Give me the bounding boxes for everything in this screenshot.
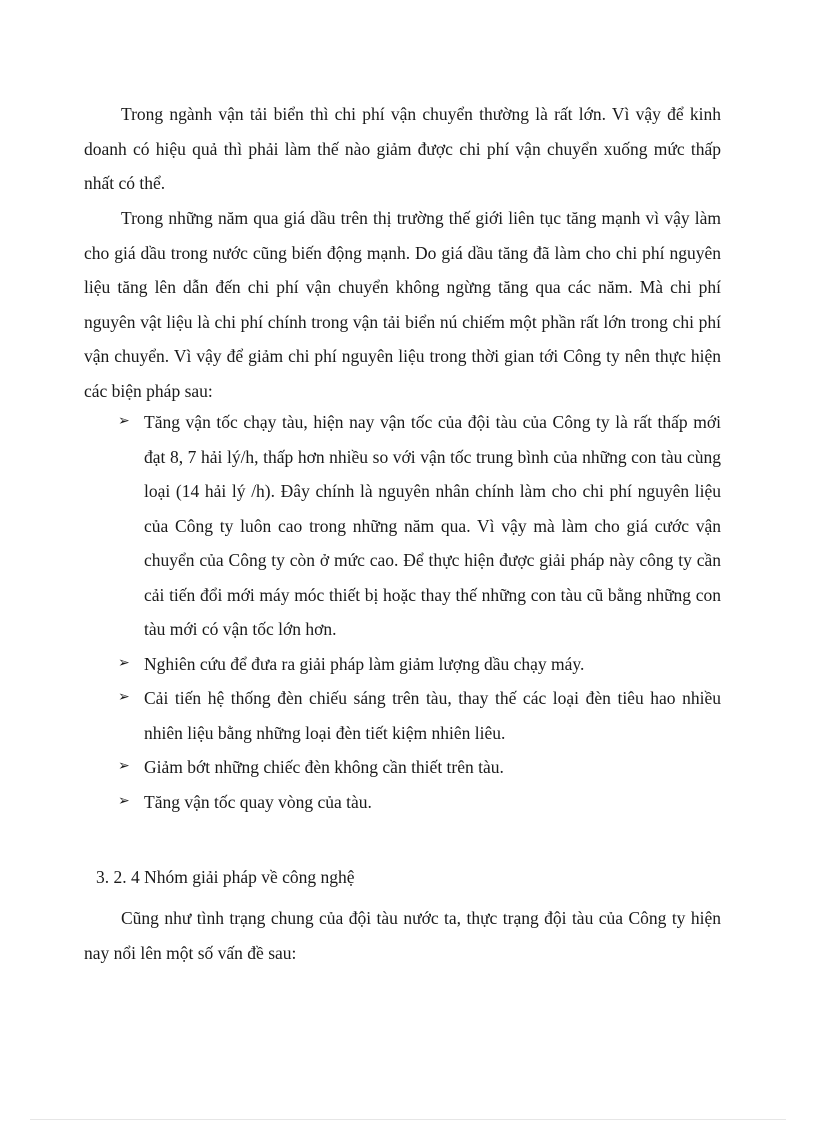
list-item [118, 681, 721, 750]
list-item-text: Nghiên cứu để đưa ra giải pháp làm giảm lượng dầu chạy máy. [144, 653, 585, 674]
paragraph-transport-cost: Trong ngành vận tải biển thì chi phí vận chuyển thường là rất lớn. Vì vậy để kinh doanh có hiệu quả thì phải làm thế nào giảm được chi phí vận chuyển xuống mức thấp nhất có thể. [84, 104, 721, 193]
arrow-bullet-icon: ➢ [118, 793, 130, 809]
list-item [118, 405, 721, 647]
arrow-bullet-icon: ➢ [118, 655, 130, 671]
list-item-text: Tăng vận tốc quay vòng của tàu. [144, 791, 372, 812]
arrow-bullet-icon: ➢ [118, 414, 130, 429]
arrow-bullet-icon: ➢ [118, 690, 130, 705]
paragraph-oil-price: Trong những năm qua giá dầu trên thị trường thế giới liên tục tăng mạnh vì vậy làm cho giá dầu trong nước cũng biến động mạnh. Do giá dầu tăng đã làm cho chi phí nguyên liệu tăng lên dẫn đến chi phí vận chuyển không ngừng tăng qua các năm. Mà chi phí nguyên vật liệu là chi phí chính trong vận tải biển nú chiếm một phần rất lớn trong chi phí vận chuyển. Vì vậy để giảm chi phí nguyên liệu trong thời gian tới Công ty nên thực hiện các biện pháp sau: [84, 208, 721, 401]
measures-list [118, 405, 721, 819]
list-item-text: Giảm bớt những chiếc đèn không cần thiết trên tàu. [144, 757, 504, 777]
page-bottom-divider [30, 1119, 786, 1120]
list-item [118, 647, 721, 682]
arrow-bullet-icon: ➢ [118, 759, 130, 774]
section-heading: 3. 2. 4 Nhóm giải pháp về công nghệ [96, 867, 355, 887]
paragraph-fleet-status: Cũng như tình trạng chung của đội tàu nước ta, thực trạng đội tàu của Công ty hiện nay nổi lên một số vấn đề sau: [84, 908, 721, 963]
list-item-text: Cải tiến hệ thống đèn chiếu sáng trên tàu, thay thế các loại đèn tiêu hao nhiều nhiên liệu bằng những loại đèn tiết kiệm nhiên liêu. [144, 688, 721, 743]
list-item-text: Tăng vận tốc chạy tàu, hiện nay vận tốc của đội tàu của Công ty là rất thấp mới đạt 8, 7 hải lý/h, thấp hơn nhiều so với vận tốc trung bình của những con tàu cùng loại (14 hải lý /h). Đây chính là nguyên nhân chính làm cho chi phí nguyên liệu của Công ty luôn cao trong những năm qua. Vì vậy mà làm cho giá cước vận chuyển của Công ty còn ở mức cao. Để thực hiện được giải pháp này công ty cần cải tiến đổi mới máy móc thiết bị hoặc thay thế những con tàu cũ bằng những con tàu mới có vận tốc lớn hơn. [144, 412, 721, 639]
list-item [118, 785, 721, 820]
list-item [118, 750, 721, 785]
